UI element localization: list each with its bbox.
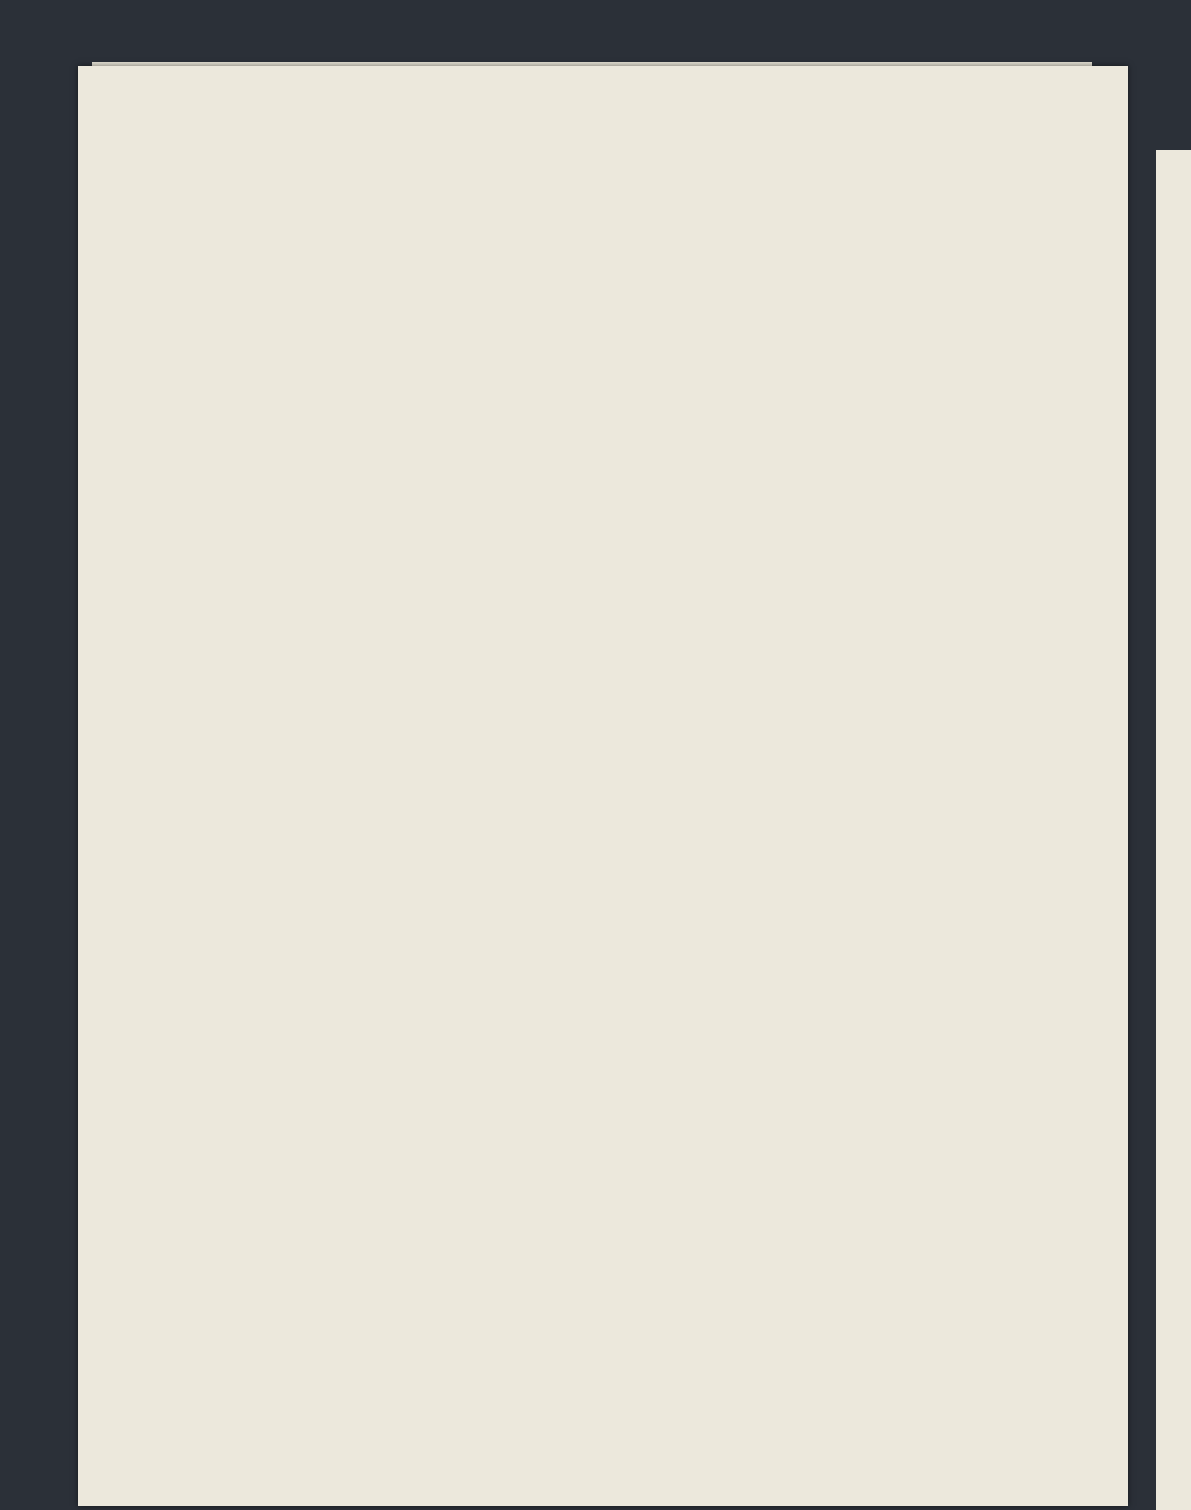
next-page-edge [1156, 150, 1191, 1510]
document-page [78, 66, 1128, 1506]
